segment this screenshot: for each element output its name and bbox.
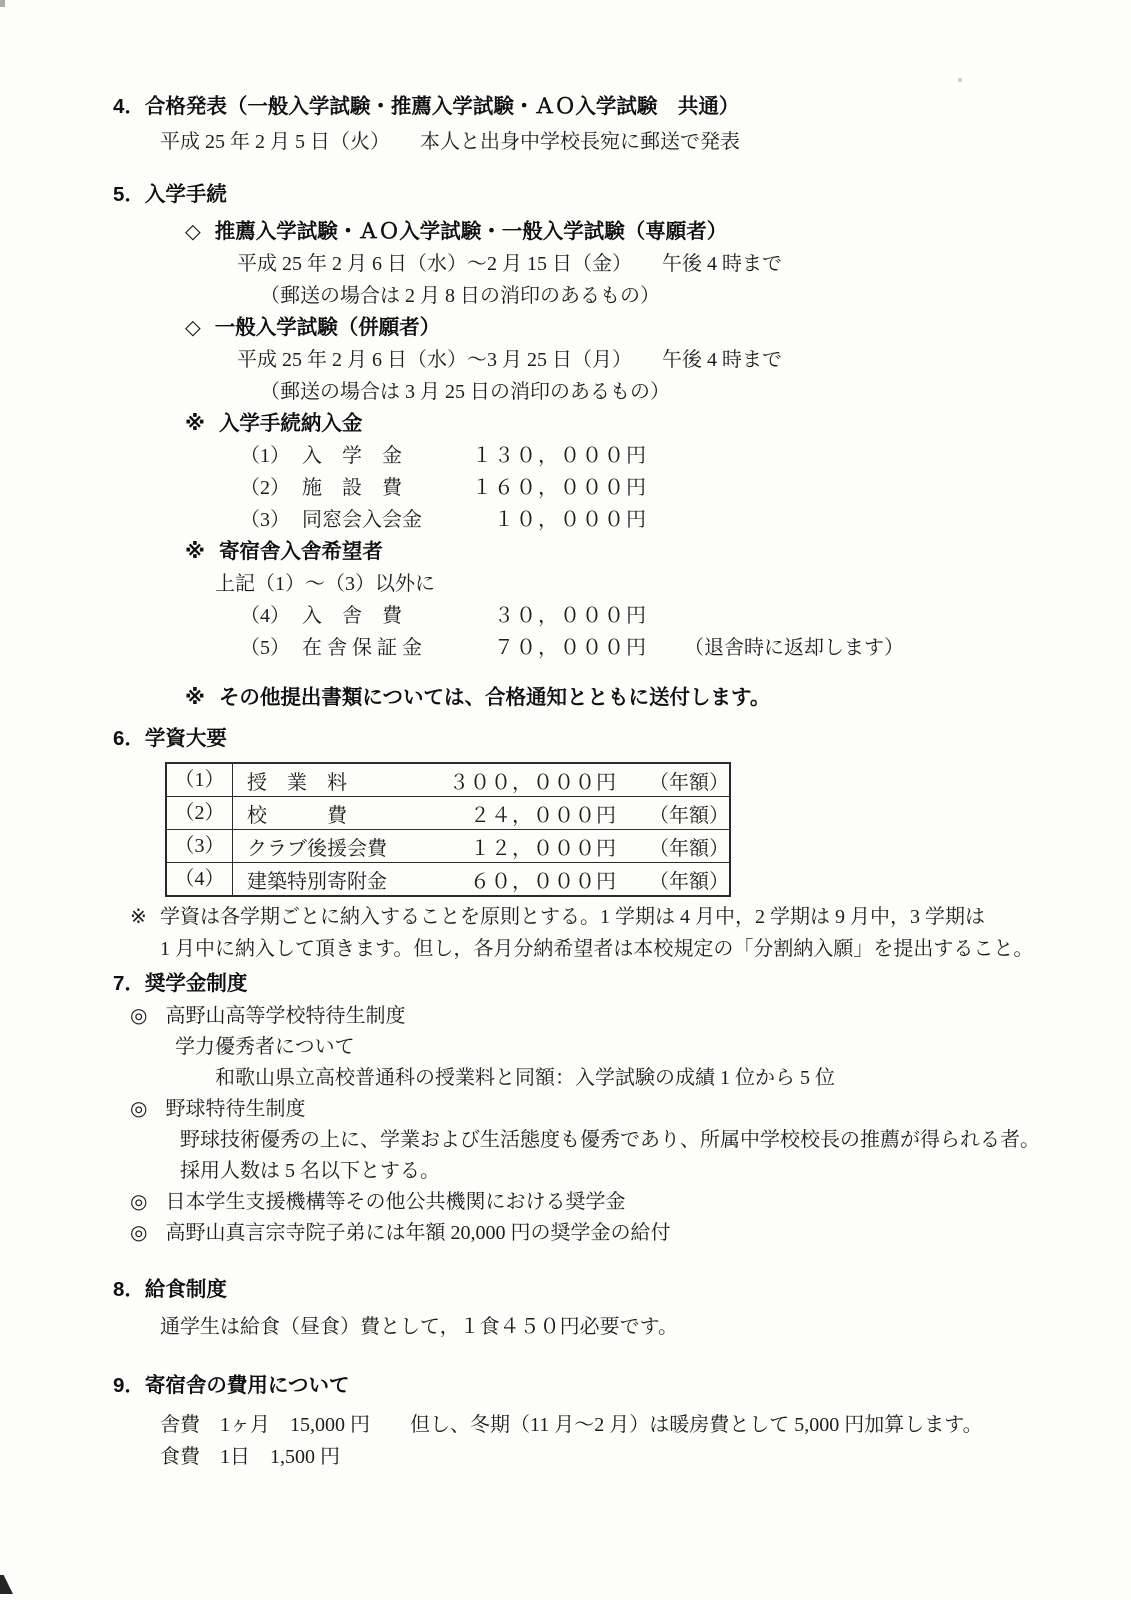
double-circle-bullet: ◎ bbox=[130, 1005, 148, 1027]
fee-amount: １３０，０００円 bbox=[472, 445, 648, 467]
scan-artifact-top-left bbox=[0, 0, 5, 7]
dorm-cost-line1: 舎費 1ヶ月 15,000 円 但し、冬期（11 月～2 月）は暖房費として 5,000 円加算します。 bbox=[160, 1414, 983, 1436]
fee-label: 在 舎 保 証 金 bbox=[302, 637, 422, 659]
tuition-amount: １２，０００円 bbox=[470, 837, 617, 860]
general-exam-date: 平成 25 年 2 月 6 日（水）～3 月 25 日（月） 午後 4 時まで bbox=[237, 349, 782, 371]
other-documents-text: その他提出書類については、合格通知とともに送付します。 bbox=[218, 686, 771, 709]
fee-refund-note: （退舎時に返却します） bbox=[684, 637, 904, 659]
tuition-unit: （年額） bbox=[649, 804, 729, 827]
recommended-exam-note: （郵送の場合は 2 月 8 日の消印のあるもの） bbox=[260, 285, 660, 307]
fee-number: （4） bbox=[240, 605, 290, 627]
reference-mark: ※ bbox=[185, 412, 205, 435]
recommended-exam-item bbox=[185, 216, 1131, 248]
dorm-cost-line2: 食費 1日 1,500 円 bbox=[160, 1446, 340, 1468]
tuition-amount: ３００，０００円 bbox=[449, 771, 617, 794]
row-content bbox=[233, 766, 729, 795]
scholarship-title: 高野山高等学校特待生制度 bbox=[165, 1005, 406, 1027]
section-8-heading: 8．給食制度 bbox=[113, 1278, 227, 1301]
double-circle-bullet: ◎ bbox=[130, 1191, 148, 1213]
fee-number: （3） bbox=[240, 509, 290, 531]
tuition-note-text1: 学資は各学期ごとに納入することを原則とする。1 学期は 4 月中，2 学期は 9 月中，3 学期は bbox=[160, 906, 985, 928]
double-circle-bullet: ◎ bbox=[130, 1222, 148, 1244]
tuition-row-club bbox=[167, 829, 729, 862]
reference-mark: ※ bbox=[185, 540, 205, 563]
row-content bbox=[233, 832, 729, 861]
scan-artifact-speck bbox=[958, 78, 962, 82]
scholarship-item-temple bbox=[130, 1218, 1131, 1249]
scholarship-detail: 野球技術優秀の上に、学業および生活態度も優秀であり、所属中学校校長の推薦が得られる者。 bbox=[180, 1129, 1040, 1151]
scholarship-title: 高野山真言宗寺院子弟には年額 20,000 円の奨学金の給付 bbox=[165, 1222, 671, 1244]
section-6-heading: 6．学資大要 bbox=[113, 727, 227, 750]
diamond-bullet: ◇ bbox=[185, 220, 201, 243]
tuition-label: 建築特別寄附金 bbox=[247, 870, 387, 893]
scholarship-item-baseball bbox=[130, 1094, 1131, 1125]
reference-mark: ※ bbox=[185, 686, 205, 709]
row-number: （3） bbox=[167, 830, 233, 862]
fee-row-facility bbox=[240, 472, 1131, 504]
tuition-table bbox=[165, 762, 731, 897]
section-7-heading: 7．奨学金制度 bbox=[113, 972, 248, 995]
tuition-row-building bbox=[167, 862, 729, 895]
tuition-row-school-fee bbox=[167, 796, 729, 829]
section-4-heading: 4．合格発表（一般入学試験・推薦入学試験・ＡＯ入学試験 共通） bbox=[113, 95, 740, 118]
fee-amount: ７０，０００円 bbox=[494, 637, 648, 659]
tuition-unit: （年額） bbox=[649, 837, 729, 860]
section-4-body: 平成 25 年 2 月 5 日（火） 本人と出身中学校長宛に郵送で発表 bbox=[160, 131, 740, 153]
reference-mark: ※ bbox=[130, 906, 147, 928]
dormitory-intro: 上記（1）～（3）以外に bbox=[215, 573, 435, 595]
fee-amount: ３０，０００円 bbox=[494, 605, 648, 627]
scholarship-detail: 学力優秀者について bbox=[175, 1036, 355, 1058]
other-documents-note bbox=[185, 682, 1131, 714]
tuition-label: クラブ後援会費 bbox=[247, 837, 387, 860]
scholarship-title: 日本学生支援機構等その他公共機関における奨学金 bbox=[165, 1191, 626, 1213]
row-number: （1） bbox=[167, 764, 233, 796]
tuition-label: 校 費 bbox=[247, 804, 347, 827]
tuition-amount: ２４，０００円 bbox=[470, 804, 617, 827]
row-number: （4） bbox=[167, 863, 233, 895]
row-content bbox=[233, 799, 729, 828]
tuition-amount: ６０，０００円 bbox=[470, 870, 617, 893]
scholarship-item-jasso bbox=[130, 1187, 1131, 1218]
general-exam-title: 一般入学試験（併願者） bbox=[214, 316, 441, 339]
scholarship-detail: 採用人数は 5 名以下とする。 bbox=[180, 1160, 440, 1182]
tuition-unit: （年額） bbox=[649, 870, 729, 893]
row-number: （2） bbox=[167, 797, 233, 829]
fee-amount: １６０，０００円 bbox=[472, 477, 648, 499]
fee-row-entrance bbox=[240, 440, 1131, 472]
fee-label: 同窓会入会金 bbox=[302, 509, 422, 531]
double-circle-bullet: ◎ bbox=[130, 1098, 148, 1120]
row-content bbox=[233, 865, 729, 894]
fee-label: 施 設 費 bbox=[302, 477, 402, 499]
procedure-fees-label: 入学手続納入金 bbox=[218, 412, 363, 435]
diamond-bullet: ◇ bbox=[185, 316, 201, 339]
general-exam-note: （郵送の場合は 3 月 25 日の消印のあるもの） bbox=[260, 381, 670, 403]
recommended-exam-date: 平成 25 年 2 月 6 日（水）～2 月 15 日（金） 午後 4 時まで bbox=[237, 253, 782, 275]
dormitory-heading bbox=[185, 536, 1131, 568]
dormitory-label: 寄宿舎入舎希望者 bbox=[218, 540, 383, 563]
scan-artifact-bottom-left bbox=[0, 1575, 13, 1594]
fee-row-alumni bbox=[240, 504, 1131, 536]
fee-number: （2） bbox=[240, 477, 290, 499]
recommended-exam-title: 推薦入学試験・ＡＯ入学試験・一般入学試験（専願者） bbox=[214, 220, 728, 243]
general-exam-item bbox=[185, 312, 1131, 344]
fee-label: 入 学 金 bbox=[302, 445, 402, 467]
section-9-heading: 9．寄宿舎の費用について bbox=[113, 1374, 350, 1397]
fee-number: （5） bbox=[240, 637, 290, 659]
scholarship-detail: 和歌山県立高校普通科の授業料と同額：入学試験の成績 1 位から 5 位 bbox=[215, 1067, 835, 1089]
scholarship-title: 野球特待生制度 bbox=[165, 1098, 306, 1120]
fee-amount: １０，０００円 bbox=[494, 509, 648, 531]
fee-row-dorm-deposit bbox=[240, 632, 1131, 664]
section-8-body: 通学生は給食（昼食）費として，１食４５０円必要です。 bbox=[160, 1316, 678, 1338]
fee-row-dorm-entry bbox=[240, 600, 1131, 632]
section-5-heading: 5．入学手続 bbox=[113, 183, 227, 206]
tuition-note-line2: 1 月中に納入して頂きます。但し，各月分納希望者は本校規定の「分割納入願」を提出すること。 bbox=[160, 938, 1034, 960]
procedure-fees-heading bbox=[185, 408, 1131, 440]
tuition-label: 授 業 料 bbox=[247, 771, 347, 794]
fee-label: 入 舎 費 bbox=[302, 605, 402, 627]
fee-number: （1） bbox=[240, 445, 290, 467]
tuition-note-line1 bbox=[130, 901, 1131, 933]
tuition-row-tuition bbox=[167, 764, 729, 796]
scholarship-item-special bbox=[130, 1001, 1131, 1032]
tuition-unit: （年額） bbox=[649, 771, 729, 794]
